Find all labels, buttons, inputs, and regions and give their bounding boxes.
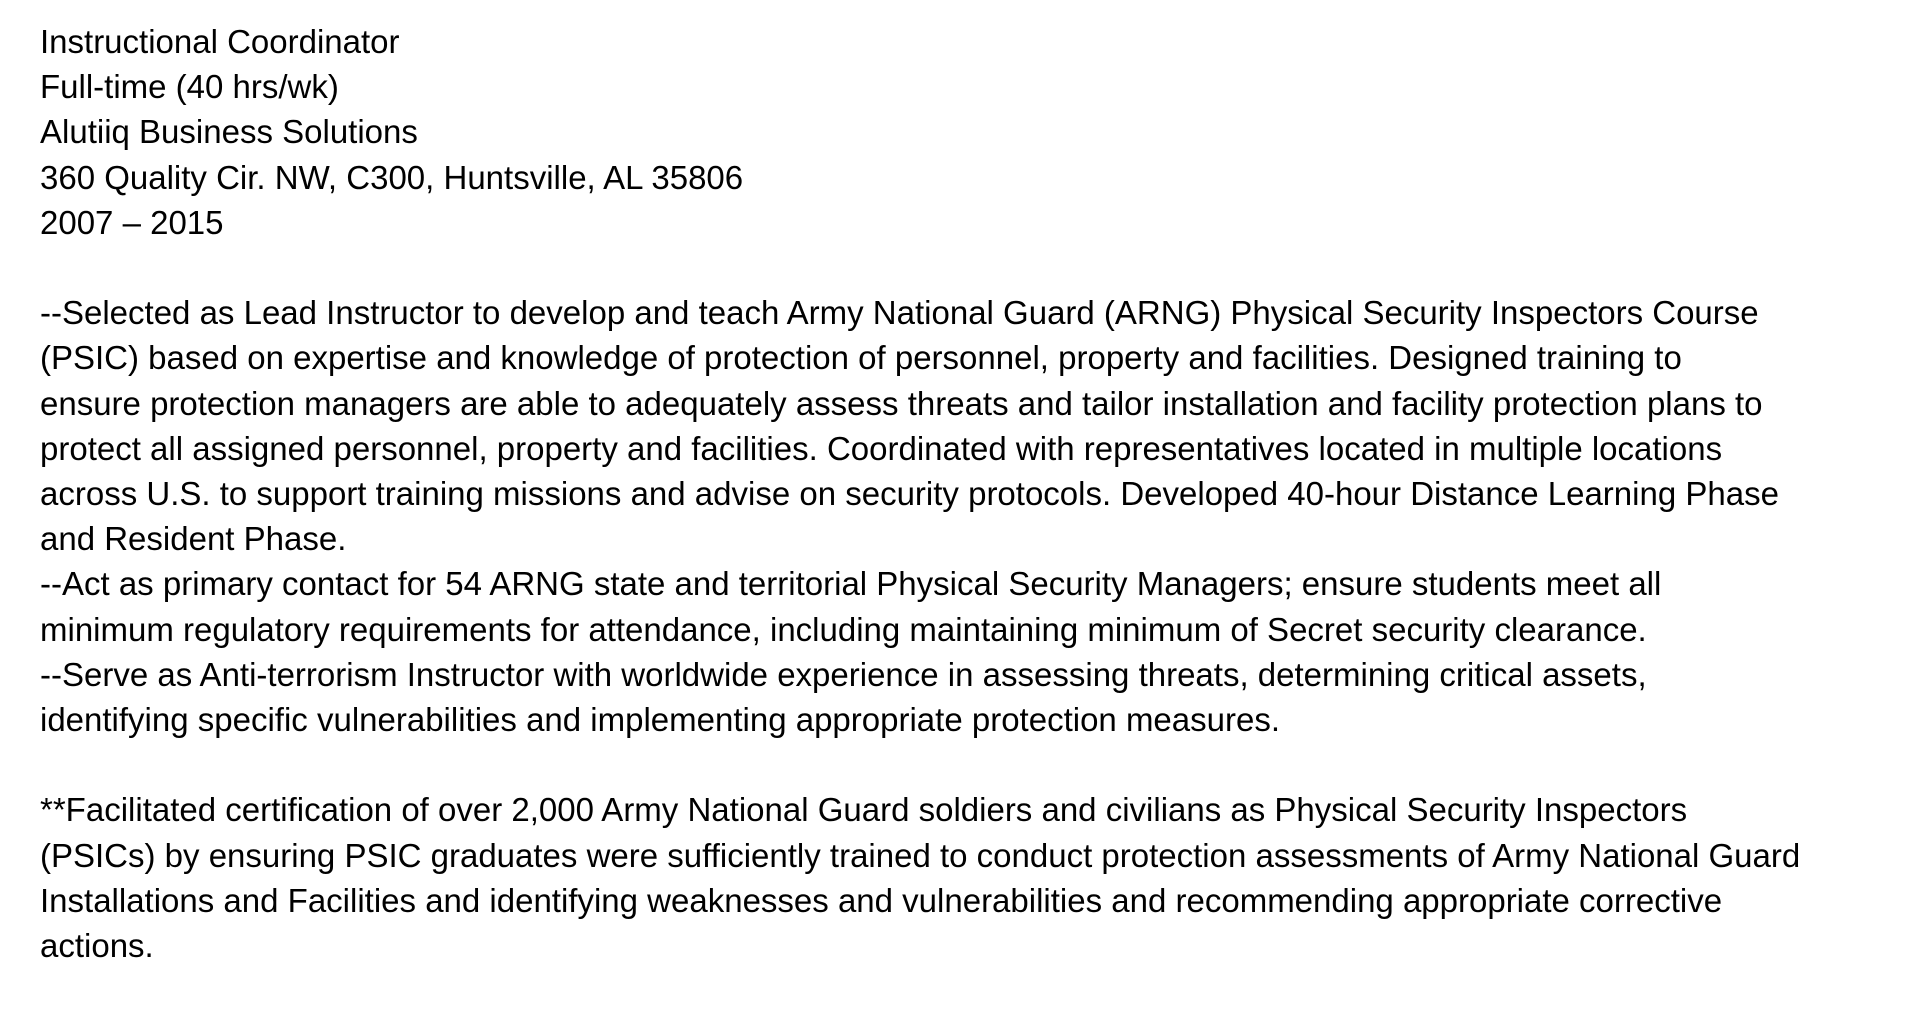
duty-paragraph: [40, 290, 1880, 561]
accomplishment-line: Installations and Facilities and identifying weaknesses and vulnerabilities and recommending appropriate corrective: [40, 881, 1723, 919]
employer-address: 360 Quality Cir. NW, C300, Huntsville, AL 35806: [40, 158, 744, 196]
employment-dates: 2007 – 2015: [40, 203, 224, 241]
duty-paragraph: [40, 561, 1880, 651]
accomplishment-line: actions.: [40, 927, 154, 965]
duty-line: --Serve as Anti-terrorism Instructor with worldwide experience in assessing threats, determining critical assets,: [40, 655, 1647, 693]
duty-paragraph: [40, 652, 1880, 742]
duty-line: and Resident Phase.: [40, 520, 347, 558]
duty-line: --Act as primary contact for 54 ARNG state and territorial Physical Security Managers; ensure students meet all: [40, 565, 1662, 603]
duty-line: protect all assigned personnel, property and facilities. Coordinated with representatives located in multiple locations: [40, 429, 1723, 467]
resume-document: [40, 19, 1880, 968]
accomplishment-line: **Facilitated certification of over 2,000 Army National Guard soldiers and civilians as Physical Security Inspectors: [40, 791, 1688, 829]
blank-line: [40, 742, 1880, 787]
employment-type: Full-time (40 hrs/wk): [40, 68, 339, 106]
job-title: Instructional Coordinator: [40, 23, 400, 60]
duty-line: minimum regulatory requirements for attendance, including maintaining minimum of Secret security clearance.: [40, 610, 1647, 648]
duty-line: across U.S. to support training missions and advise on security protocols. Developed 40-hour Distance Learning Phase: [40, 475, 1779, 513]
job-header: [40, 19, 1880, 245]
duty-line: (PSIC) based on expertise and knowledge of protection of personnel, property and facilities. Designed training to: [40, 339, 1682, 377]
blank-line: [40, 245, 1880, 290]
accomplishment-line: (PSICs) by ensuring PSIC graduates were sufficiently trained to conduct protection assessments of Army National Guard: [40, 836, 1801, 874]
duty-line: ensure protection managers are able to adequately assess threats and tailor installation and facility protection plans to: [40, 384, 1763, 422]
duty-line: identifying specific vulnerabilities and implementing appropriate protection measures.: [40, 701, 1280, 739]
accomplishment-paragraph: [40, 787, 1880, 968]
duty-line: --Selected as Lead Instructor to develop and teach Army National Guard (ARNG) Physical Security Inspectors Course: [40, 294, 1759, 332]
employer-name: Alutiiq Business Solutions: [40, 113, 418, 151]
